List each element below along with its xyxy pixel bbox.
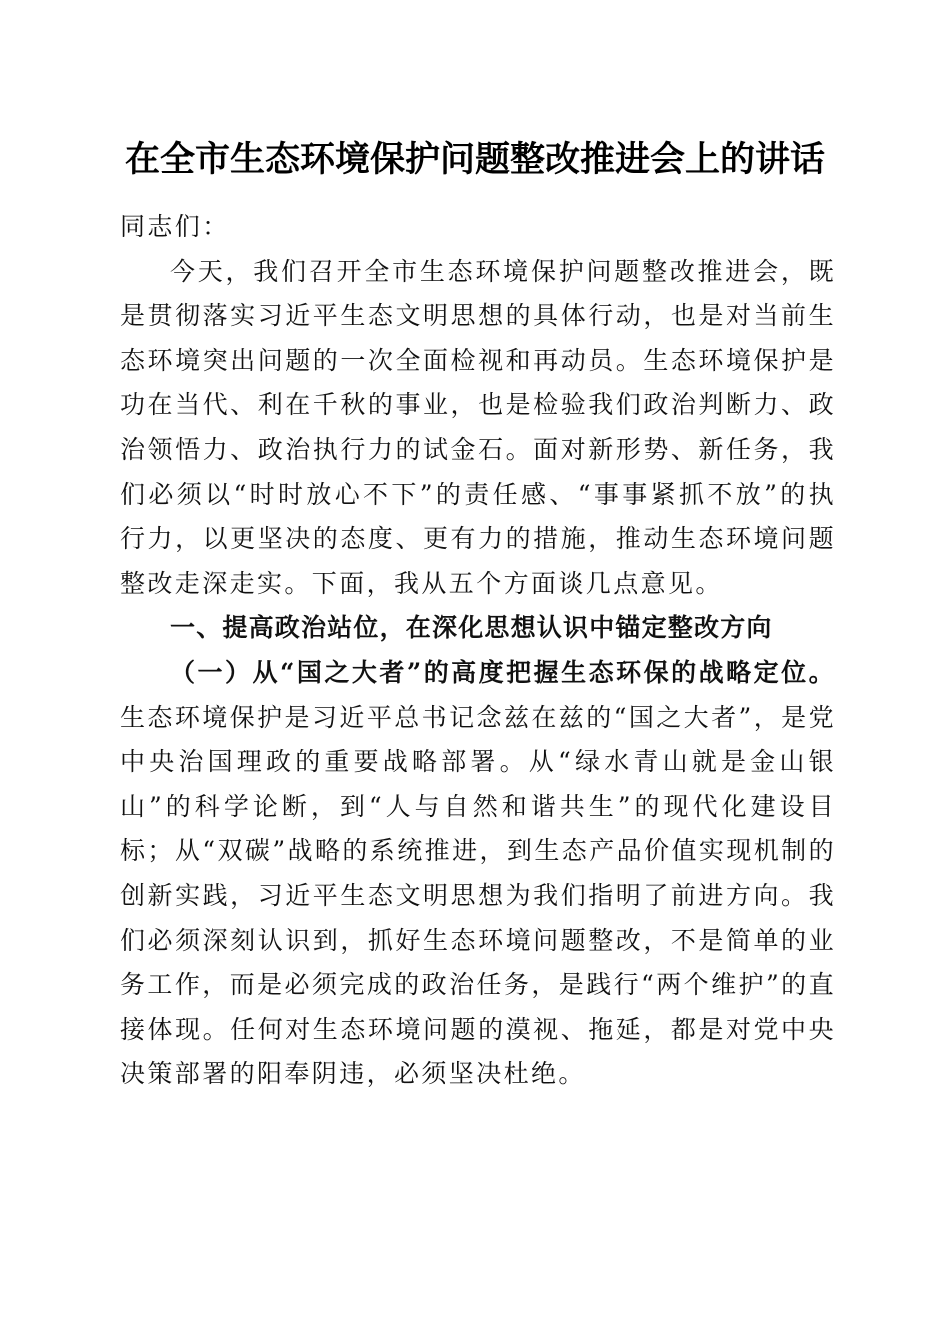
section-heading-1: 一、提高政治站位，在深化思想认识中锚定整改方向 xyxy=(170,613,773,643)
subsection-body-1: 生态环境保护是习近平总书记念兹在兹的“国之大者”，是党中央治国理政的重要战略部署。从“绿水青山就是金山银山”的科学论断，到“人与自然和谐共生”的现代化建设目标；从“双碳”战略的系统推进，到生态产品价值实现机制的创新实践，习近平生态文明思想为我们指明了前进方向。我们必须深刻认识到，抓好生态环境问题整改，不是简单的业务工作，而是必须完成的政治任务，是践行“两个维护”的直接体现。任何对生态环境问题的漠视、拖延，都是对党中央决策部署的阳奉阴违，必须坚决杜绝。 xyxy=(120,702,836,1089)
salutation: 同志们： xyxy=(120,212,230,241)
document-body xyxy=(120,205,836,1097)
subsection-paragraph-1 xyxy=(120,651,836,1097)
document-title: 在全市生态环境保护问题整改推进会上的讲话 xyxy=(124,139,825,180)
subsection-title-1: （一）从“国之大者”的高度把握生态环保的战略定位。 xyxy=(170,657,836,687)
intro-paragraph: 今天，我们召开全市生态环境保护问题整改推进会，既是贯彻落实习近平生态文明思想的具体行动，也是对当前生态环境突出问题的一次全面检视和再动员。生态环境保护是功在当代、利在千秋的事业，也是检验我们政治判断力、政治领悟力、政治执行力的试金石。面对新形势、新任务，我们必须以“时时放心不下”的责任感、“事事紧抓不放”的执行力，以更坚决的态度、更有力的措施，推动生态环境问题整改走深走实。下面，我从五个方面谈几点意见。 xyxy=(120,256,836,598)
